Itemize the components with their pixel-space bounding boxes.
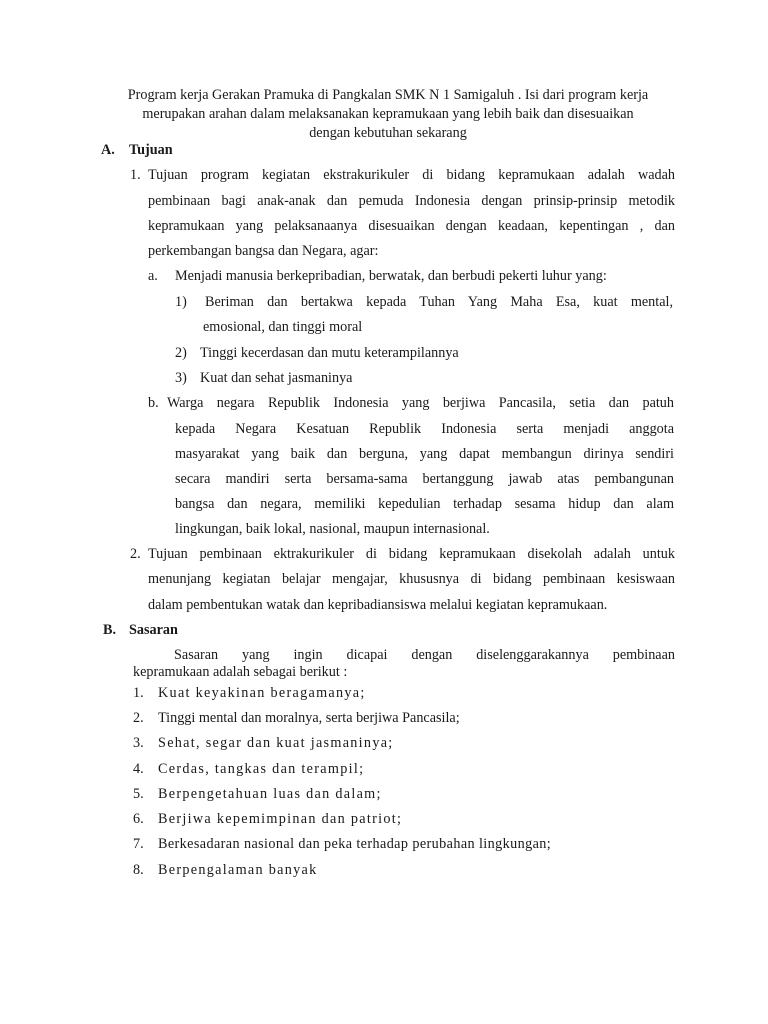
item-2-line-2: menunjang kegiatan belajar mengajar, khususnya di bidang pembinaan kesiswaan [148, 571, 675, 587]
sub-b-line-3: masyarakat yang baik dan berguna, yang dapat membangun dirinya sendiri [175, 446, 674, 462]
point-1-line-1: Beriman dan bertakwa kepada Tuhan Yang Maha Esa, kuat mental, [205, 294, 673, 310]
sasaran-item-7-number: 7. [133, 836, 144, 852]
sasaran-item-4-number: 4. [133, 761, 144, 777]
item-1-line-3: kepramukaan yang pelaksanaanya disesuaikan dengan keadaan, kepentingan , dan [148, 218, 675, 234]
point-1-number: 1) [175, 294, 187, 310]
sasaran-item-3-text: Sehat, segar dan kuat jasmaninya; [158, 735, 394, 751]
sasaran-item-8-text: Berpengalaman banyak [158, 862, 318, 878]
item-1-number: 1. [130, 167, 141, 183]
item-1-line-1: Tujuan program kegiatan ekstrakurikuler di bidang kepramukaan adalah wadah [148, 167, 675, 183]
sasaran-item-1-text: Kuat keyakinan beragamanya; [158, 685, 366, 701]
sasaran-intro-line-1: Sasaran yang ingin dicapai dengan diselenggarakannya pembinaan [174, 647, 675, 663]
sasaran-item-3-number: 3. [133, 735, 144, 751]
item-2-number: 2. [130, 546, 141, 562]
sasaran-item-4-text: Cerdas, tangkas dan terampil; [158, 761, 365, 777]
sub-b-line-5: bangsa dan negara, memiliki kepedulian terhadap sesama hidup dan alam [175, 496, 674, 512]
section-b-title: Sasaran [129, 622, 178, 638]
item-1-line-4: perkembangan bangsa dan Negara, agar: [148, 243, 379, 259]
header-line-2: merupakan arahan dalam melaksanakan kepramukaan yang lebih baik dan disesuaikan [142, 106, 634, 122]
sasaran-item-6-number: 6. [133, 811, 144, 827]
point-2-text: Tinggi kecerdasan dan mutu keterampilannya [200, 345, 459, 361]
sasaran-item-7-text: Berkesadaran nasional dan peka terhadap perubahan lingkungan; [158, 836, 552, 852]
sasaran-item-6-text: Berjiwa kepemimpinan dan patriot; [158, 811, 403, 827]
sasaran-item-8-number: 8. [133, 862, 144, 878]
sub-a-text: Menjadi manusia berkepribadian, berwatak, dan berbudi pekerti luhur yang: [175, 268, 607, 284]
header-line-1: Program kerja Gerakan Pramuka di Pangkalan SMK N 1 Samigaluh . Isi dari program kerja [127, 87, 649, 103]
item-2-line-1: Tujuan pembinaan ektrakurikuler di bidang kepramukaan disekolah adalah untuk [148, 546, 675, 562]
point-3-number: 3) [175, 370, 187, 386]
sub-b-line-4: secara mandiri serta bersama-sama bertanggung jawab atas pembangunan [175, 471, 674, 487]
section-a-letter: A. [101, 142, 115, 158]
point-2-number: 2) [175, 345, 187, 361]
sasaran-item-1-number: 1. [133, 685, 144, 701]
sasaran-item-5-number: 5. [133, 786, 144, 802]
sasaran-intro-line-2: kepramukaan adalah sebagai berikut : [133, 664, 348, 680]
item-1-line-2: pembinaan bagi anak-anak dan pemuda Indonesia dengan prinsip-prinsip metodik [148, 193, 675, 209]
point-1-line-2: emosional, dan tinggi moral [203, 319, 363, 335]
section-a-title: Tujuan [129, 142, 173, 158]
section-b-letter: B. [103, 622, 117, 638]
sub-b-line-6: lingkungan, baik lokal, nasional, maupun internasional. [175, 521, 490, 537]
sasaran-item-5-text: Berpengetahuan luas dan dalam; [158, 786, 382, 802]
item-2-line-3: dalam pembentukan watak dan kepribadiansiswa melalui kegiatan kepramukaan. [148, 597, 608, 613]
document-header [90, 86, 686, 143]
sub-b-letter: b. [148, 395, 159, 411]
point-3-text: Kuat dan sehat jasmaninya [200, 370, 353, 386]
sub-b-line-2: kepada Negara Kesatuan Republik Indonesia serta menjadi anggota [175, 421, 674, 437]
sasaran-item-2-number: 2. [133, 710, 144, 726]
header-line-3: dengan kebutuhan sekarang [309, 125, 467, 141]
sasaran-item-2-text: Tinggi mental dan moralnya, serta berjiwa Pancasila; [158, 710, 460, 726]
sub-a-letter: a. [148, 268, 158, 284]
sub-b-line-1: Warga negara Republik Indonesia yang berjiwa Pancasila, setia dan patuh [167, 395, 674, 411]
